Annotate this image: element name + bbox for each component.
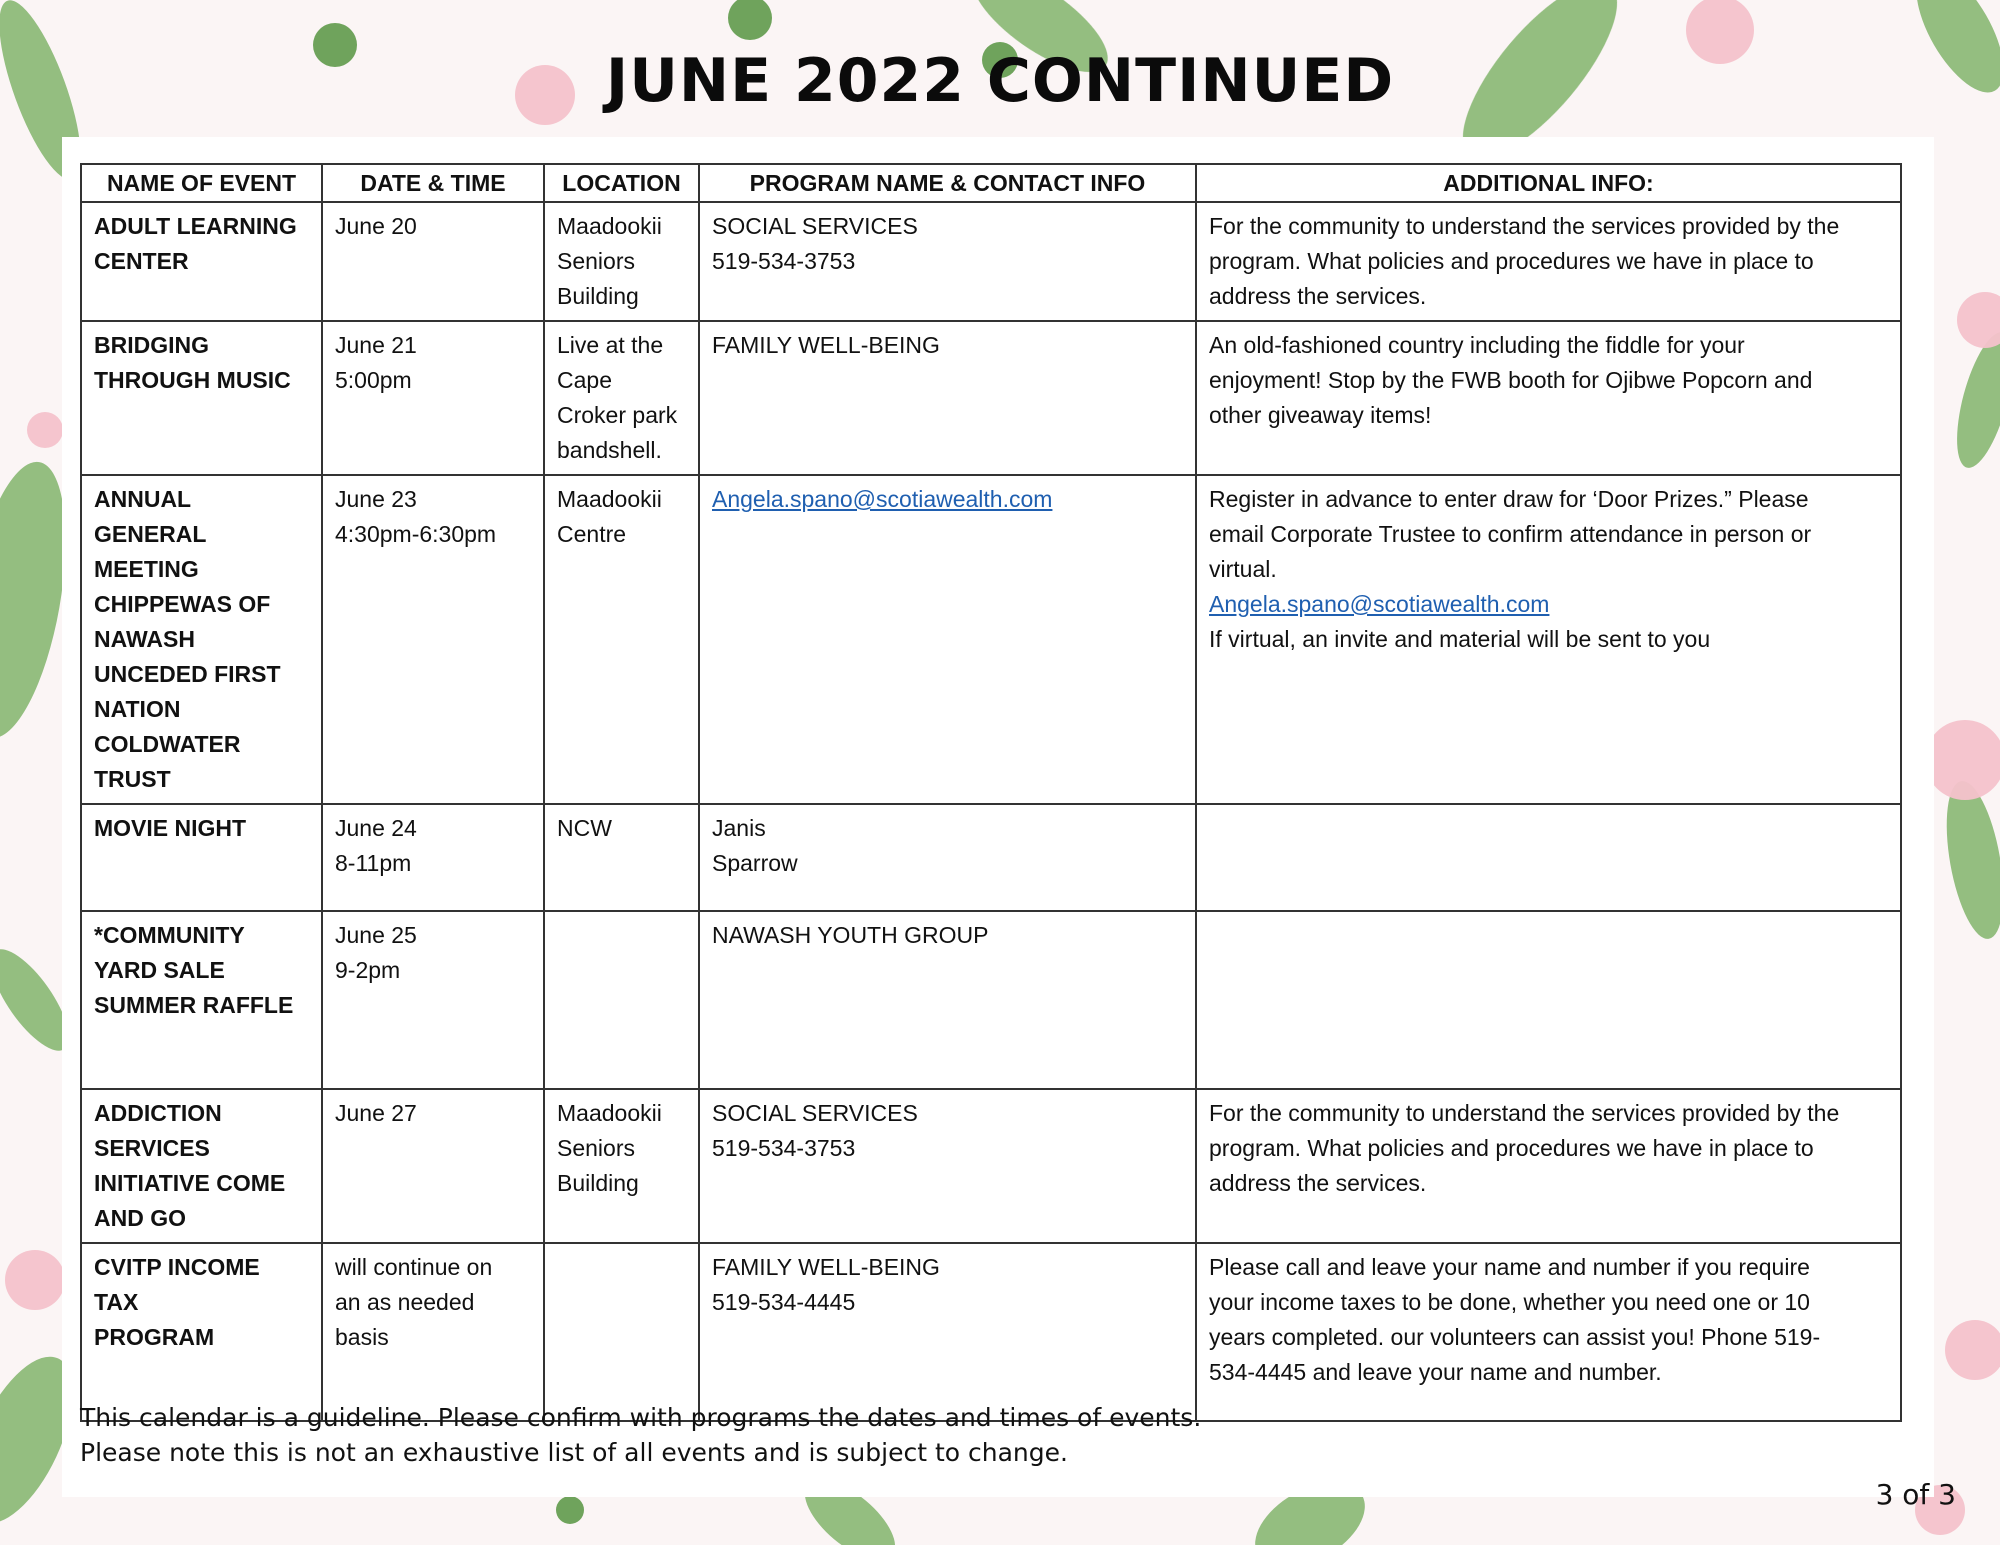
table-row [81, 475, 1901, 804]
cell-line: 519-534-3753 [712, 1135, 856, 1161]
cell-line: For the community to understand the services provided by the [1209, 1100, 1840, 1126]
cell-line: Seniors [557, 248, 635, 274]
cell-line: address the services. [1209, 1170, 1427, 1196]
cell-line: ADDICTION [94, 1100, 222, 1126]
event-name-cell [81, 321, 322, 475]
cell-line: BRIDGING [94, 332, 209, 358]
cell-line: Janis [712, 815, 766, 841]
table-row [81, 202, 1901, 321]
cell-line: PROGRAM [94, 1324, 215, 1350]
table-row [81, 1243, 1901, 1421]
cell-line: ADULT LEARNING [94, 213, 297, 239]
info-cell [1196, 804, 1901, 911]
program-cell [699, 1089, 1196, 1243]
cell-line: SERVICES [94, 1135, 210, 1161]
date-cell [322, 475, 544, 804]
info-cell [1196, 321, 1901, 475]
location-cell [544, 202, 699, 321]
cell-line: years completed. our volunteers can assist you! Phone 519- [1209, 1324, 1821, 1350]
cell-line: Live at the [557, 332, 664, 358]
cell-line: UNCEDED FIRST [94, 661, 281, 687]
cell-line: 9-2pm [335, 957, 401, 983]
cell-line: Maadookii [557, 1100, 662, 1126]
info-cell [1196, 911, 1901, 1089]
header-additional-info: ADDITIONAL INFO: [1196, 164, 1901, 202]
date-cell [322, 1243, 544, 1421]
event-name-cell [81, 475, 322, 804]
cell-line: NCW [557, 815, 612, 841]
date-cell [322, 321, 544, 475]
info-cell [1196, 202, 1901, 321]
cell-line: If virtual, an invite and material will be sent to you [1209, 626, 1711, 652]
cell-line: enjoyment! Stop by the FWB booth for Ojibwe Popcorn and [1209, 367, 1813, 393]
location-cell [544, 1089, 699, 1243]
events-table [80, 163, 1902, 1422]
date-cell [322, 911, 544, 1089]
info-cell [1196, 1243, 1901, 1421]
location-cell [544, 1243, 699, 1421]
cell-line: program. What policies and procedures we have in place to [1209, 1135, 1814, 1161]
location-cell [544, 804, 699, 911]
cell-line: SUMMER RAFFLE [94, 992, 294, 1018]
cell-line: Centre [557, 521, 627, 547]
program-cell [699, 1243, 1196, 1421]
cell-line: MEETING [94, 556, 199, 582]
cell-line: COLDWATER [94, 731, 241, 757]
table-row [81, 911, 1901, 1089]
cell-line: MOVIE NIGHT [94, 815, 247, 841]
cell-line: bandshell. [557, 437, 662, 463]
page-title: JUNE 2022 CONTINUED [605, 46, 1395, 116]
cell-line: Building [557, 283, 639, 309]
event-name-cell [81, 202, 322, 321]
cell-line: June 23 [335, 486, 417, 512]
cell-line: email Corporate Trustee to confirm attendance in person or [1209, 521, 1812, 547]
email-link[interactable]: Angela.spano@scotiawealth.com [712, 486, 1053, 512]
event-name-cell [81, 1243, 322, 1421]
cell-line: 8-11pm [335, 850, 412, 876]
cell-line: CVITP INCOME TAX [94, 1254, 260, 1315]
cell-line: June 20 [335, 213, 417, 239]
email-link[interactable]: Angela.spano@scotiawealth.com [1209, 591, 1550, 617]
cell-line: June 21 [335, 332, 417, 358]
cell-line: NAWASH YOUTH GROUP [712, 922, 989, 948]
table-row [81, 321, 1901, 475]
cell-line: June 27 [335, 1100, 417, 1126]
cell-line: SOCIAL SERVICES [712, 1100, 918, 1126]
date-cell [322, 1089, 544, 1243]
cell-line: basis [335, 1324, 389, 1350]
header-date-time: DATE & TIME [322, 164, 544, 202]
cell-line: Sparrow [712, 850, 798, 876]
cell-line: 534-4445 and leave your name and number. [1209, 1359, 1662, 1385]
cell-line: virtual. [1209, 556, 1277, 582]
cell-line: address the services. [1209, 283, 1427, 309]
cell-line: FAMILY WELL-BEING [712, 332, 940, 358]
cell-line: your income taxes to be done, whether you need one or 10 [1209, 1289, 1810, 1315]
cell-line: Please call and leave your name and number if you require [1209, 1254, 1810, 1280]
table-row [81, 1089, 1901, 1243]
disclaimer-line: This calendar is a guideline. Please confirm with programs the dates and times of events. [80, 1403, 1202, 1432]
cell-line: CHIPPEWAS OF [94, 591, 271, 617]
program-cell [699, 321, 1196, 475]
cell-line: TRUST [94, 766, 171, 792]
info-cell [1196, 475, 1901, 804]
cell-line: CENTER [94, 248, 189, 274]
cell-line: 519-534-3753 [712, 248, 856, 274]
program-cell [699, 911, 1196, 1089]
event-name-cell [81, 1089, 322, 1243]
cell-line: Cape [557, 367, 612, 393]
cell-line: June 25 [335, 922, 417, 948]
cell-line: FAMILY WELL-BEING [712, 1254, 940, 1280]
cell-line: Register in advance to enter draw for ‘Door Prizes.” Please [1209, 486, 1809, 512]
table-header-row [81, 164, 1901, 202]
header-location: LOCATION [544, 164, 699, 202]
cell-line: an as needed [335, 1289, 475, 1315]
disclaimer [80, 1400, 1201, 1470]
cell-line: An old-fashioned country including the fiddle for your [1209, 332, 1745, 358]
cell-line: program. What policies and procedures we have in place to [1209, 248, 1814, 274]
cell-line: will continue on [335, 1254, 493, 1280]
cell-line: For the community to understand the services provided by the [1209, 213, 1840, 239]
cell-line: THROUGH MUSIC [94, 367, 291, 393]
cell-line: 519-534-4445 [712, 1289, 856, 1315]
cell-line: *COMMUNITY [94, 922, 245, 948]
location-cell [544, 911, 699, 1089]
header-name-of-event: NAME OF EVENT [81, 164, 322, 202]
cell-line: Maadookii [557, 486, 662, 512]
program-cell [699, 804, 1196, 911]
cell-line: 4:30pm-6:30pm [335, 521, 497, 547]
cell-line: INITIATIVE COME [94, 1170, 286, 1196]
header-program-contact: PROGRAM NAME & CONTACT INFO [699, 164, 1196, 202]
cell-line: other giveaway items! [1209, 402, 1432, 428]
location-cell [544, 321, 699, 475]
cell-line: Croker park [557, 402, 678, 428]
event-name-cell [81, 804, 322, 911]
cell-line: Maadookii [557, 213, 662, 239]
table-row [81, 804, 1901, 911]
program-cell [699, 475, 1196, 804]
cell-line: 5:00pm [335, 367, 412, 393]
cell-line: AND GO [94, 1205, 186, 1231]
disclaimer-line: Please note this is not an exhaustive list of all events and is subject to change. [80, 1438, 1068, 1467]
program-cell [699, 202, 1196, 321]
cell-line: June 24 [335, 815, 417, 841]
date-cell [322, 202, 544, 321]
page-number: 3 of 3 [1875, 1478, 1956, 1511]
cell-line: Building [557, 1170, 639, 1196]
date-cell [322, 804, 544, 911]
cell-line: NAWASH [94, 626, 195, 652]
info-cell [1196, 1089, 1901, 1243]
cell-line: NATION [94, 696, 181, 722]
cell-line: Seniors [557, 1135, 635, 1161]
event-name-cell [81, 911, 322, 1089]
cell-line: ANNUAL GENERAL [94, 486, 207, 547]
location-cell [544, 475, 699, 804]
cell-line: SOCIAL SERVICES [712, 213, 918, 239]
cell-line: YARD SALE [94, 957, 225, 983]
